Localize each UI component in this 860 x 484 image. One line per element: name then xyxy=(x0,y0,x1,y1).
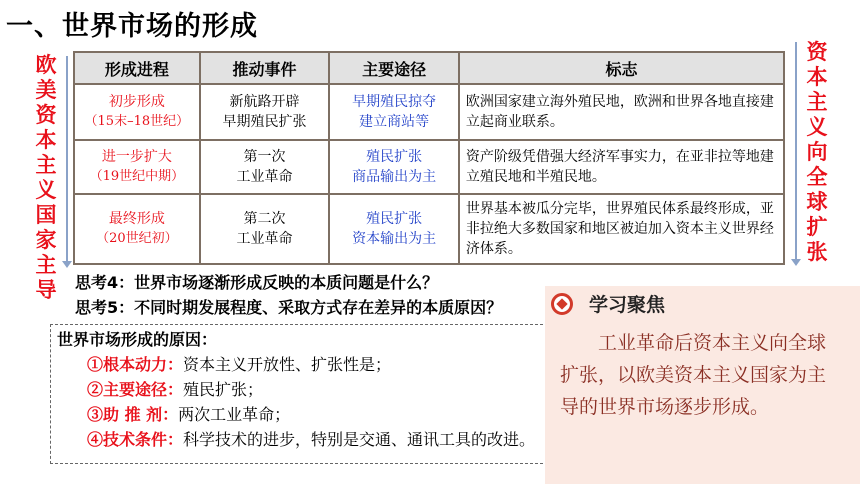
stage-name: 初步形成 xyxy=(108,94,165,110)
table-row xyxy=(74,140,784,194)
event-line: 工业革命 xyxy=(236,169,293,185)
cause-num: ② xyxy=(87,380,104,399)
right-vertical-label: 资本主义向全球扩张 xyxy=(806,40,828,264)
route-cell xyxy=(329,194,459,264)
event-line: 新航路开辟 xyxy=(229,94,300,110)
route-line: 资本输出为主 xyxy=(352,231,437,247)
route-cell xyxy=(329,84,459,140)
stage-cell xyxy=(74,194,200,264)
route-line: 建立商站等 xyxy=(359,114,430,130)
stage-name: 最终形成 xyxy=(108,211,165,227)
cause-item xyxy=(57,377,541,402)
causes-heading: 世界市场形成的原因： xyxy=(57,330,218,349)
event-line: 第一次 xyxy=(243,149,286,165)
cause-key: 根本动力： xyxy=(103,355,184,374)
sign-cell: 资产阶级凭借强大经济军事实力，在亚非拉等地建立殖民地和半殖民地。 xyxy=(459,140,784,194)
cause-text: 殖民扩张； xyxy=(183,380,264,399)
event-cell xyxy=(200,194,330,264)
event-cell xyxy=(200,84,330,140)
stage-cell xyxy=(74,84,200,140)
page-title: 一、世界市场的形成 xyxy=(6,11,258,42)
route-line: 殖民扩张 xyxy=(366,149,423,165)
cause-item xyxy=(57,352,541,377)
sign-cell: 欧洲国家建立海外殖民地，欧洲和世界各地直接建立起商业联系。 xyxy=(459,84,784,140)
header-stage: 形成进程 xyxy=(74,52,200,84)
focus-target-icon xyxy=(551,293,573,315)
header-sign: 标志 xyxy=(459,52,784,84)
cause-item xyxy=(57,427,541,452)
stage-period: （19世纪中期） xyxy=(89,169,185,184)
table-row xyxy=(74,84,784,140)
cause-num: ③ xyxy=(87,405,104,424)
header-route: 主要途径 xyxy=(329,52,459,84)
focus-tag xyxy=(551,290,665,317)
cause-key: 技术条件： xyxy=(103,430,184,449)
route-line: 商品输出为主 xyxy=(352,169,437,185)
table-header-row xyxy=(74,52,784,84)
stage-period: （15末–18世纪） xyxy=(84,114,190,129)
cause-text: 资本主义开放性、扩张性是； xyxy=(183,355,392,374)
event-cell xyxy=(200,140,330,194)
route-cell xyxy=(329,140,459,194)
cause-item xyxy=(57,402,541,427)
cause-text: 科学技术的进步，特别是交通、通讯工具的改进。 xyxy=(183,430,536,449)
causes-box xyxy=(50,324,548,464)
left-vertical-label: 欧美资本主义国家主导 xyxy=(35,53,57,302)
think-question-4: 思考4：世界市场逐渐形成反映的本质问题是什么？ xyxy=(75,273,439,292)
focus-label: 学习聚焦 xyxy=(589,294,666,316)
event-line: 第二次 xyxy=(243,211,286,227)
left-down-arrow xyxy=(66,56,68,262)
stage-name: 进一步扩大 xyxy=(101,149,172,165)
cause-text: 两次工业革命； xyxy=(178,405,291,424)
think-question-5: 思考5：不同时期发展程度、采取方式存在差异的本质原因？ xyxy=(75,298,503,317)
stage-period: （20世纪初） xyxy=(96,231,178,246)
focus-text: 工业革命后资本主义向全球扩张，以欧美资本主义国家为主导的世界市场逐步形成。 xyxy=(560,332,827,418)
cause-num: ④ xyxy=(87,430,104,449)
cause-key: 助 推 剂： xyxy=(103,405,179,424)
event-line: 工业革命 xyxy=(236,231,293,247)
table-row xyxy=(74,194,784,264)
route-line: 殖民扩张 xyxy=(366,211,423,227)
formation-table xyxy=(73,51,785,265)
stage-cell xyxy=(74,140,200,194)
cause-num: ① xyxy=(87,355,104,374)
event-line: 早期殖民扩张 xyxy=(222,114,307,130)
right-down-arrow xyxy=(795,42,797,260)
cause-key: 主要途径： xyxy=(103,380,184,399)
header-event: 推动事件 xyxy=(200,52,330,84)
sign-cell: 世界基本被瓜分完毕，世界殖民体系最终形成，亚非拉绝大多数国家和地区被迫加入资本主义世界经济体系。 xyxy=(459,194,784,264)
route-line: 早期殖民掠夺 xyxy=(352,94,437,110)
